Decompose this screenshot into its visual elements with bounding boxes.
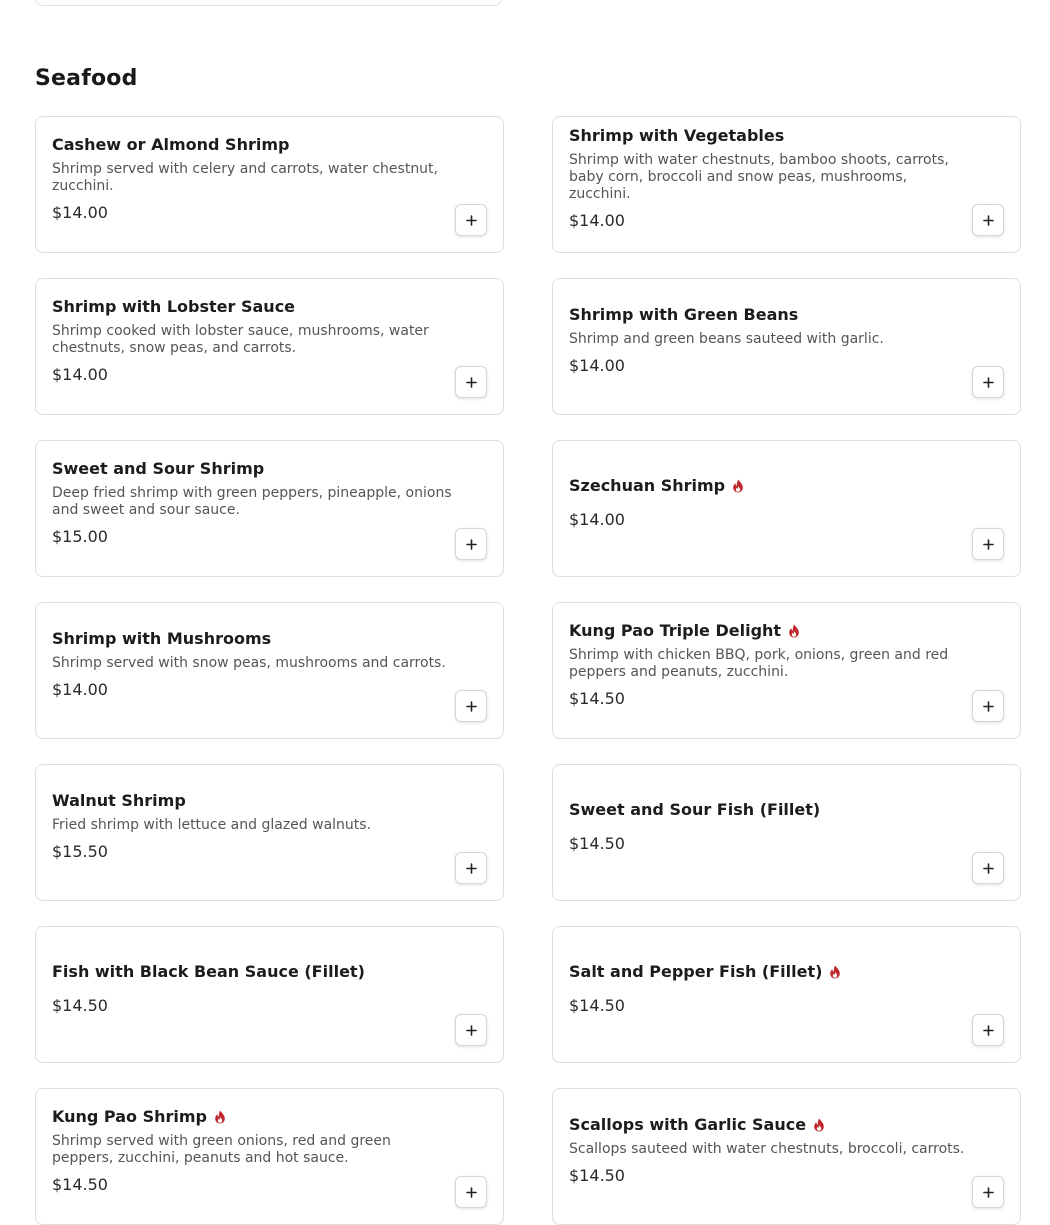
menu-item-grid	[35, 116, 1021, 1225]
menu-item-name: Shrimp with Vegetables	[569, 126, 785, 145]
menu-item-body	[52, 603, 453, 738]
add-item-button[interactable]	[972, 852, 1004, 884]
menu-item-card[interactable]	[35, 926, 504, 1063]
menu-item-description: Shrimp served with celery and carrots, water chestnut, zucchini.	[52, 160, 438, 194]
menu-item-name: Shrimp with Mushrooms	[52, 629, 272, 648]
description-spacer	[569, 496, 970, 502]
menu-item-name: Walnut Shrimp	[52, 791, 186, 810]
menu-item-price: $15.00	[52, 526, 108, 546]
menu-item-price: $14.00	[52, 202, 108, 222]
menu-item-price: $14.50	[569, 1166, 625, 1185]
menu-item-body	[569, 765, 970, 900]
menu-item-body	[52, 441, 453, 576]
plus-icon	[466, 539, 477, 550]
menu-item-price: $14.50	[569, 995, 625, 1015]
menu-item-description: Shrimp with water chestnuts, bamboo shoots, carrots, baby corn, broccoli and snow peas, mushrooms, zucchini.	[569, 152, 949, 202]
menu-item-card[interactable]	[552, 764, 1021, 901]
menu-item-price: $14.00	[569, 211, 625, 230]
menu-item-body	[52, 927, 453, 1062]
plus-icon	[983, 539, 994, 550]
menu-item-body	[569, 1089, 970, 1224]
menu-item-name: Fish with Black Bean Sauce (Fillet)	[52, 961, 365, 981]
add-item-button[interactable]	[455, 204, 487, 236]
menu-item-body	[569, 279, 970, 414]
menu-item-description: Shrimp served with snow peas, mushrooms and carrots.	[52, 655, 446, 671]
menu-item-card[interactable]	[35, 116, 504, 253]
description-spacer	[52, 982, 453, 988]
menu-item-name: Sweet and Sour Shrimp	[52, 458, 265, 478]
add-item-button[interactable]	[972, 690, 1004, 722]
plus-icon	[466, 377, 477, 388]
description-spacer	[569, 982, 970, 988]
add-item-button[interactable]	[455, 690, 487, 722]
plus-icon	[983, 215, 994, 226]
menu-item-name: Kung Pao Triple Delight	[569, 620, 782, 640]
menu-item-name-row	[569, 621, 970, 641]
menu-item-description: Fried shrimp with lettuce and glazed walnuts.	[52, 817, 372, 833]
menu-item-name: Szechuan Shrimp	[569, 475, 726, 495]
menu-item-price: $14.00	[52, 364, 108, 384]
menu-item-price: $14.50	[569, 688, 625, 708]
spicy-flame-icon	[214, 1110, 226, 1124]
menu-item-name-row	[569, 305, 970, 325]
section-title: Seafood	[35, 66, 138, 91]
menu-item-price: $14.00	[569, 509, 625, 529]
add-item-button[interactable]	[455, 366, 487, 398]
menu-item-description: Scallops sauteed with water chestnuts, broccoli, carrots.	[569, 1141, 965, 1157]
add-item-button[interactable]	[455, 852, 487, 884]
menu-item-description: Shrimp cooked with lobster sauce, mushrooms, water chestnuts, snow peas, and carrots.	[52, 322, 429, 356]
plus-icon	[466, 215, 477, 226]
menu-item-price: $14.50	[52, 1174, 108, 1194]
menu-item-card[interactable]	[35, 764, 504, 901]
menu-item-name: Shrimp with Lobster Sauce	[52, 296, 296, 316]
menu-item-name-row	[569, 1115, 970, 1135]
menu-item-name: Shrimp with Green Beans	[569, 305, 799, 324]
menu-item-body	[569, 117, 970, 252]
plus-icon	[983, 1187, 994, 1198]
menu-item-body	[52, 765, 453, 900]
menu-item-description: Shrimp served with green onions, red and green peppers, zucchini, peanuts and hot sauce.	[52, 1132, 391, 1166]
menu-item-card[interactable]	[552, 1088, 1021, 1225]
menu-item-name-row	[52, 1107, 453, 1127]
menu-item-body	[52, 279, 453, 414]
menu-item-name: Cashew or Almond Shrimp	[52, 134, 290, 154]
menu-item-name: Sweet and Sour Fish (Fillet)	[569, 799, 821, 819]
menu-item-name-row	[569, 126, 970, 146]
menu-item-description: Shrimp and green beans sauteed with garlic.	[569, 331, 884, 347]
menu-item-name-row	[52, 459, 453, 479]
plus-icon	[466, 1187, 477, 1198]
add-item-button[interactable]	[972, 1176, 1004, 1208]
menu-item-name-row	[52, 629, 453, 649]
menu-item-name: Scallops with Garlic Sauce	[569, 1115, 807, 1134]
menu-item-price: $15.50	[52, 842, 108, 861]
add-item-button[interactable]	[455, 1014, 487, 1046]
menu-item-name-row	[52, 135, 453, 155]
spicy-flame-icon	[813, 1118, 825, 1132]
description-spacer	[569, 820, 970, 826]
menu-item-card[interactable]	[35, 602, 504, 739]
menu-item-name: Salt and Pepper Fish (Fillet)	[569, 961, 823, 981]
menu-item-card[interactable]	[552, 116, 1021, 253]
add-item-button[interactable]	[972, 366, 1004, 398]
menu-item-card[interactable]	[552, 602, 1021, 739]
menu-item-price: $14.50	[52, 995, 108, 1015]
menu-item-body	[569, 441, 970, 576]
add-item-button[interactable]	[455, 1176, 487, 1208]
menu-item-card[interactable]	[552, 926, 1021, 1063]
menu-item-price: $14.00	[569, 356, 625, 375]
menu-item-name-row	[569, 800, 970, 820]
menu-item-name: Kung Pao Shrimp	[52, 1106, 207, 1126]
menu-item-card[interactable]	[552, 440, 1021, 577]
plus-icon	[983, 701, 994, 712]
menu-item-price: $14.50	[569, 833, 625, 853]
menu-item-name-row	[52, 297, 453, 317]
menu-item-description: Shrimp with chicken BBQ, pork, onions, green and red peppers and peanuts, zucchini.	[569, 646, 949, 680]
add-item-button[interactable]	[972, 204, 1004, 236]
plus-icon	[983, 1025, 994, 1036]
menu-item-description: Deep fried shrimp with green peppers, pineapple, onions and sweet and sour sauce.	[52, 484, 452, 518]
menu-item-body	[569, 603, 970, 738]
menu-item-card[interactable]	[35, 1088, 504, 1225]
menu-item-card[interactable]	[552, 278, 1021, 415]
plus-icon	[466, 863, 477, 874]
menu-item-body	[52, 1089, 453, 1224]
menu-item-body	[52, 117, 453, 252]
menu-item-body	[569, 927, 970, 1062]
menu-item-card[interactable]	[35, 278, 504, 415]
spicy-flame-icon	[788, 624, 800, 638]
menu-item-name-row	[569, 962, 970, 982]
spicy-flame-icon	[829, 965, 841, 979]
menu-item-price: $14.00	[52, 680, 108, 699]
menu-item-name-row	[52, 962, 453, 982]
plus-icon	[983, 863, 994, 874]
spicy-flame-icon	[732, 479, 744, 493]
plus-icon	[466, 701, 477, 712]
menu-item-name-row	[52, 791, 453, 811]
menu-item-card[interactable]	[35, 440, 504, 577]
plus-icon	[466, 1025, 477, 1036]
add-item-button[interactable]	[972, 1014, 1004, 1046]
previous-section-card[interactable]	[35, 0, 502, 6]
add-item-button[interactable]	[455, 528, 487, 560]
menu-item-name-row	[569, 476, 970, 496]
add-item-button[interactable]	[972, 528, 1004, 560]
plus-icon	[983, 377, 994, 388]
